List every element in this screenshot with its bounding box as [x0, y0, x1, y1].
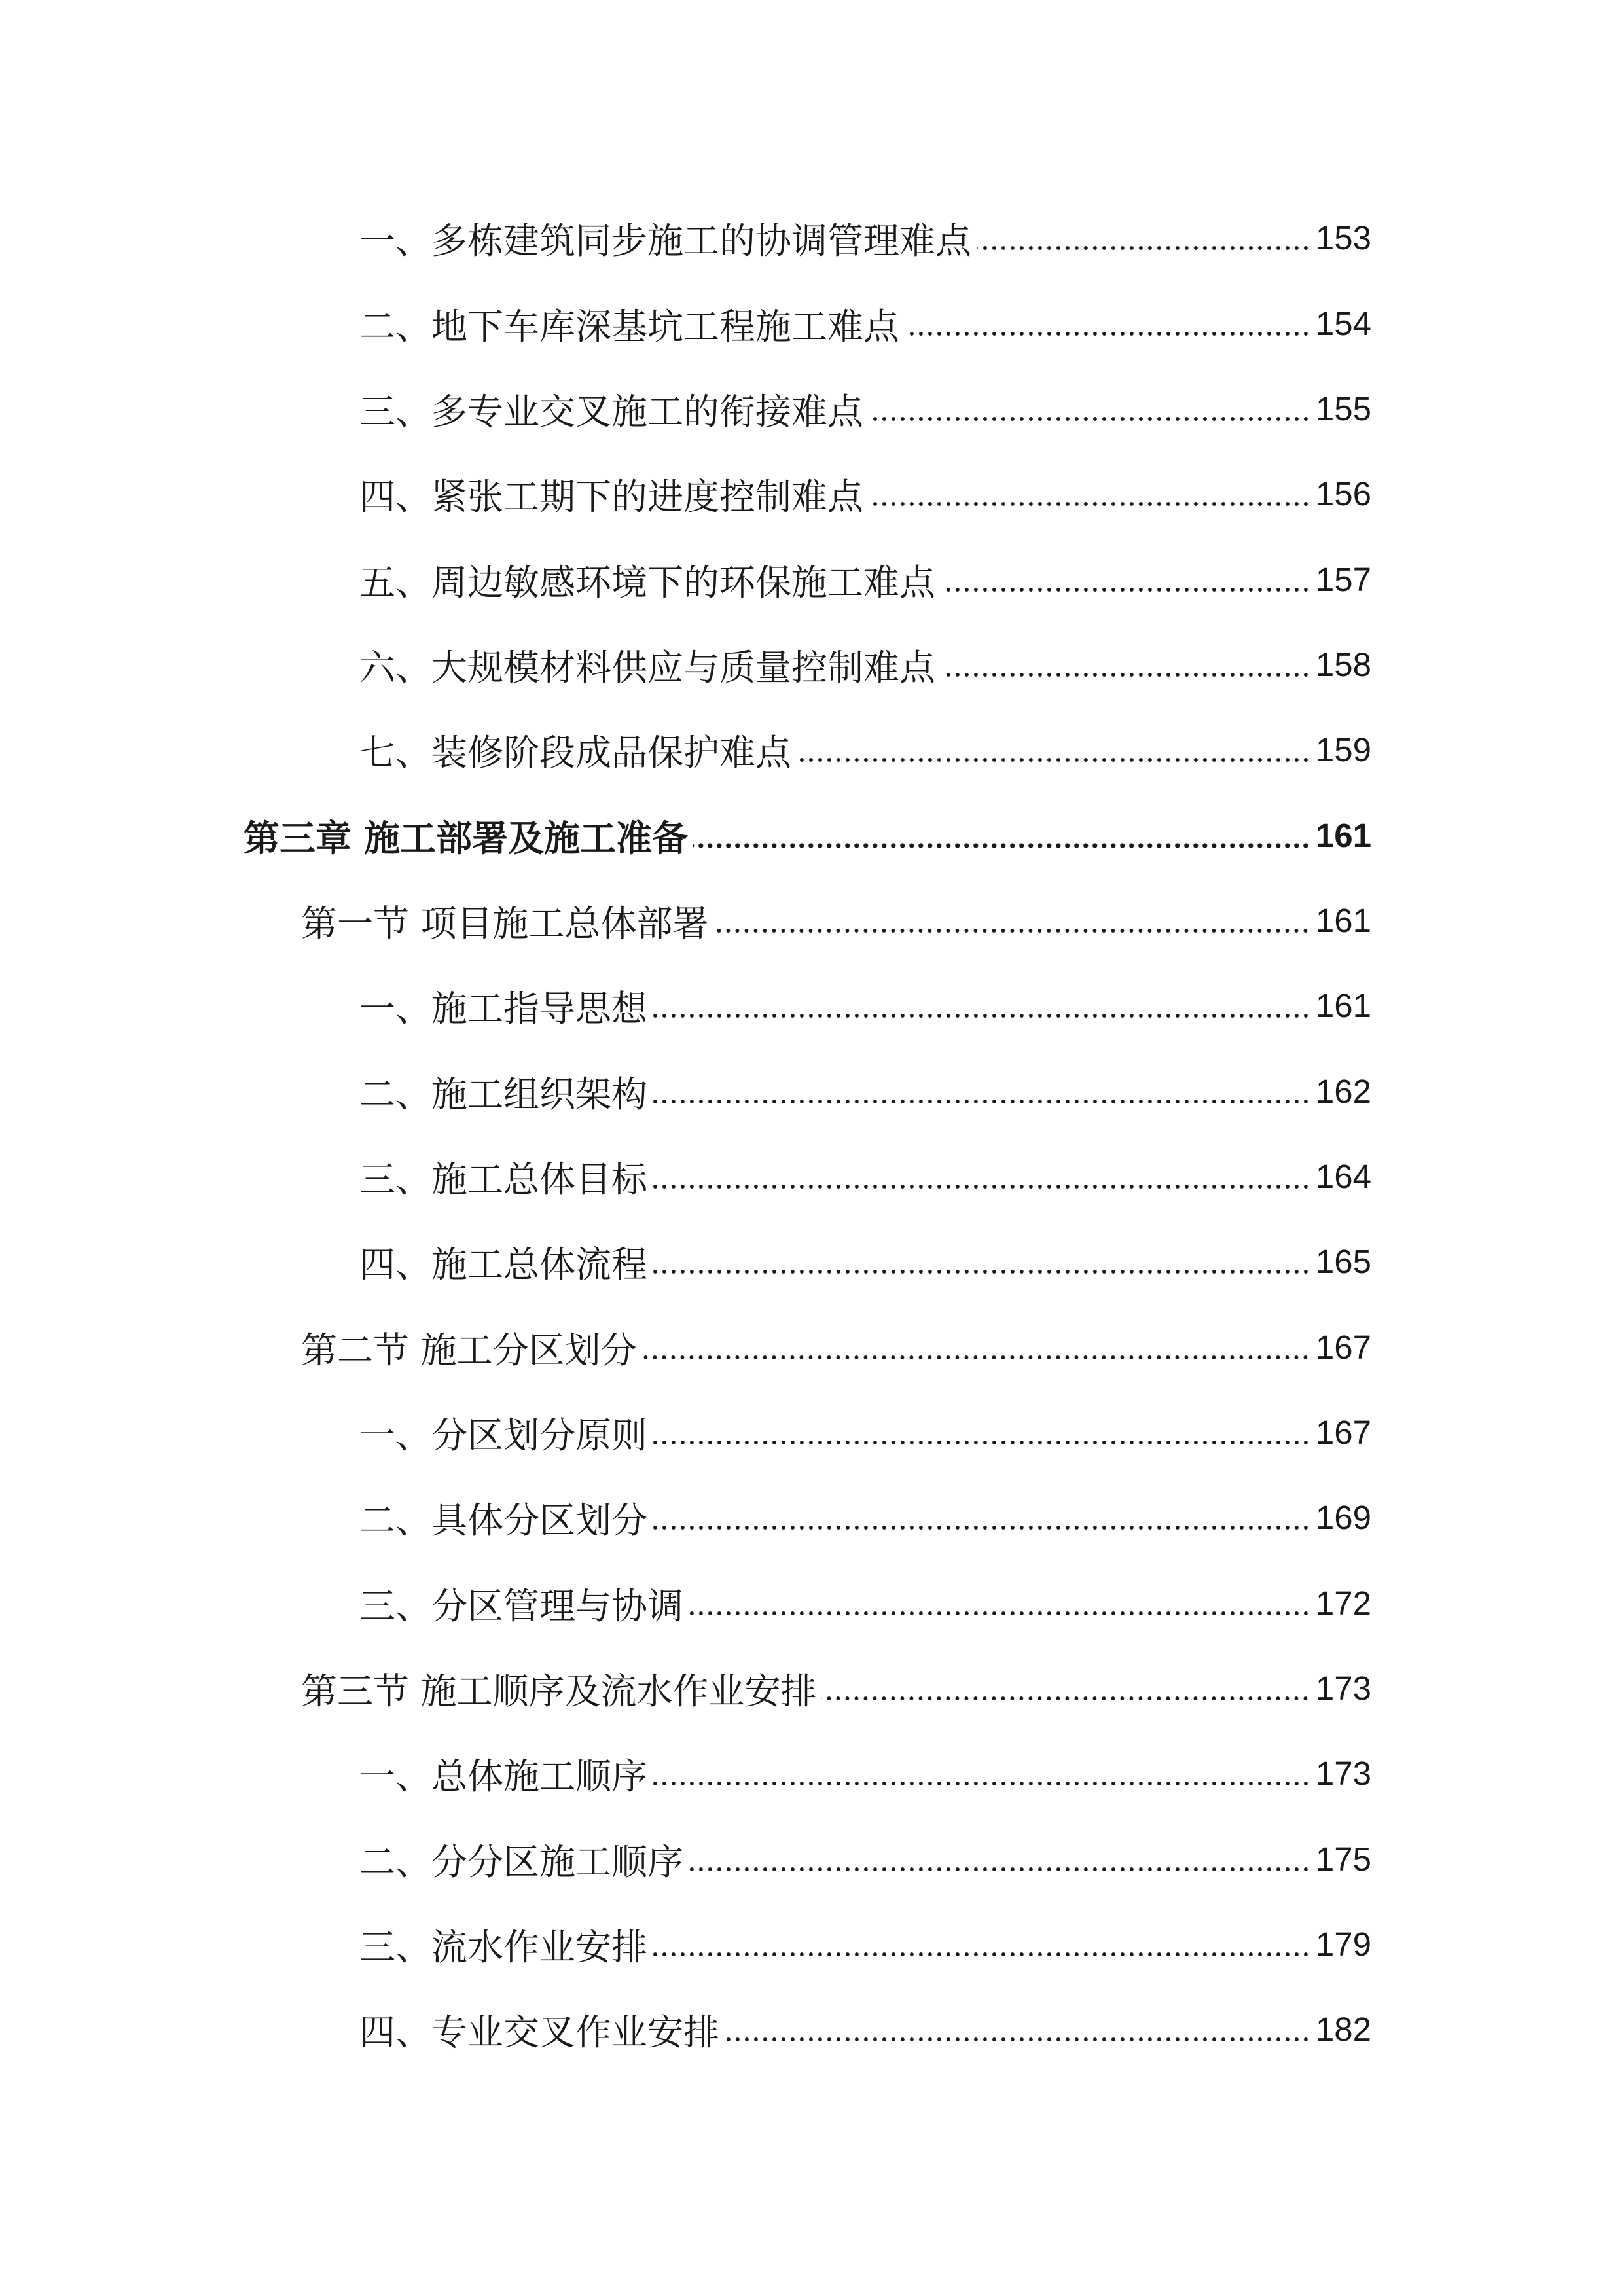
toc-entry[interactable]: [359, 1577, 1371, 1629]
dot-leader: [797, 757, 1310, 762]
toc-entry-title: 四、紧张工期下的进度控制难点: [359, 475, 864, 518]
toc-page-number: 169: [1315, 1498, 1371, 1536]
toc-section-title: 第一节 项目施工总体部署: [301, 902, 709, 944]
toc-page-number: 161: [1315, 986, 1371, 1024]
toc-entry-title: 四、专业交叉作业安排: [359, 2011, 720, 2053]
toc-entry-title: 七、装修阶段成品保护难点: [359, 731, 792, 774]
dot-leader: [869, 416, 1310, 422]
toc-page-number: 167: [1315, 1328, 1371, 1366]
toc-page-number: 173: [1315, 1754, 1371, 1792]
toc-page-number: 162: [1315, 1072, 1371, 1110]
toc-entry-title: 一、施工指导思想: [359, 987, 648, 1030]
toc-entry[interactable]: [359, 979, 1371, 1031]
toc-entry[interactable]: [359, 638, 1371, 691]
toc-section-title: 第三节 施工顺序及流水作业安排: [301, 1670, 817, 1712]
dot-leader: [653, 1525, 1310, 1530]
dot-leader: [725, 2037, 1310, 2042]
toc-entry-title: 一、总体施工顺序: [359, 1755, 648, 1797]
toc-entry[interactable]: [359, 723, 1371, 776]
dot-leader: [653, 1184, 1310, 1189]
toc-page-number: 153: [1315, 219, 1371, 257]
toc-section-entry[interactable]: [301, 1662, 1371, 1714]
toc-entry[interactable]: [359, 1491, 1371, 1543]
toc-entry[interactable]: [359, 1150, 1371, 1202]
toc-entry-title: 五、周边敏感环境下的环保施工难点: [359, 561, 936, 603]
dot-leader: [977, 245, 1310, 251]
toc-entry[interactable]: [359, 1406, 1371, 1458]
toc-entry[interactable]: [359, 211, 1371, 264]
toc-page-number: 173: [1315, 1669, 1371, 1707]
toc-page-number: 179: [1315, 1925, 1371, 1963]
toc-section-entry[interactable]: [301, 894, 1371, 946]
toc-page-number: 158: [1315, 645, 1371, 683]
toc-entry[interactable]: [359, 467, 1371, 520]
dot-leader: [821, 1696, 1310, 1701]
toc-entry[interactable]: [359, 1747, 1371, 1799]
dot-leader: [653, 1269, 1310, 1274]
dot-leader: [653, 1440, 1310, 1445]
toc-entry-title: 三、施工总体目标: [359, 1158, 648, 1200]
toc-entry[interactable]: [359, 2003, 1371, 2055]
toc-entry-title: 一、多栋建筑同步施工的协调管理难点: [359, 219, 972, 262]
toc-page-number: 182: [1315, 2010, 1371, 2048]
toc-entry-title: 三、分区管理与协调: [359, 1585, 684, 1627]
toc-page-number: 156: [1315, 475, 1371, 512]
toc-page-number: 175: [1315, 1840, 1371, 1878]
toc-page-number: 161: [1315, 901, 1371, 939]
dot-leader: [653, 1952, 1310, 1957]
toc-entry-title: 三、流水作业安排: [359, 1926, 648, 1968]
dot-leader: [653, 1781, 1310, 1786]
toc-page-number: 165: [1315, 1242, 1371, 1280]
dot-leader: [641, 1355, 1310, 1360]
dot-leader: [941, 672, 1310, 677]
toc-entry[interactable]: [359, 1833, 1371, 1885]
toc-page-number: 155: [1315, 389, 1371, 427]
toc-entry-title: 六、大规模材料供应与质量控制难点: [359, 646, 936, 689]
toc-entry-title: 四、施工总体流程: [359, 1243, 648, 1285]
dot-leader: [653, 1013, 1310, 1018]
toc-page-number: 159: [1315, 730, 1371, 768]
toc-entry[interactable]: [359, 1918, 1371, 1970]
toc-chapter-entry[interactable]: [244, 809, 1371, 861]
toc-entry[interactable]: [359, 1065, 1371, 1117]
toc-page-number: 172: [1315, 1584, 1371, 1622]
toc-entry-title: 一、分区划分原则: [359, 1414, 648, 1456]
dot-leader: [689, 1611, 1310, 1616]
toc-section-entry[interactable]: [301, 1321, 1371, 1373]
toc-entry-title: 二、分分区施工顺序: [359, 1840, 684, 1883]
dot-leader: [905, 331, 1310, 336]
dot-leader: [693, 843, 1310, 848]
toc-entry-title: 二、具体分区划分: [359, 1499, 648, 1541]
dot-leader: [941, 587, 1310, 592]
toc-entry[interactable]: [359, 1235, 1371, 1287]
dot-leader: [689, 1867, 1310, 1872]
dot-leader: [713, 928, 1310, 933]
toc-entry[interactable]: [359, 297, 1371, 350]
toc-page-number: 164: [1315, 1157, 1371, 1195]
toc-entry-title: 三、多专业交叉施工的衔接难点: [359, 390, 864, 433]
dot-leader: [869, 501, 1310, 507]
toc-entry[interactable]: [359, 553, 1371, 605]
toc-page-number: 167: [1315, 1413, 1371, 1451]
toc-entry-title: 二、地下车库深基坑工程施工难点: [359, 305, 900, 348]
toc-entry[interactable]: [359, 382, 1371, 435]
toc-chapter-title: 第三章 施工部署及施工准备: [244, 816, 689, 859]
toc-page-number: 161: [1315, 816, 1371, 854]
toc-page-number: 154: [1315, 304, 1371, 342]
toc-section-title: 第二节 施工分区划分: [301, 1329, 637, 1371]
toc-entry-title: 二、施工组织架构: [359, 1073, 648, 1115]
dot-leader: [653, 1099, 1310, 1104]
toc-page-number: 157: [1315, 560, 1371, 598]
